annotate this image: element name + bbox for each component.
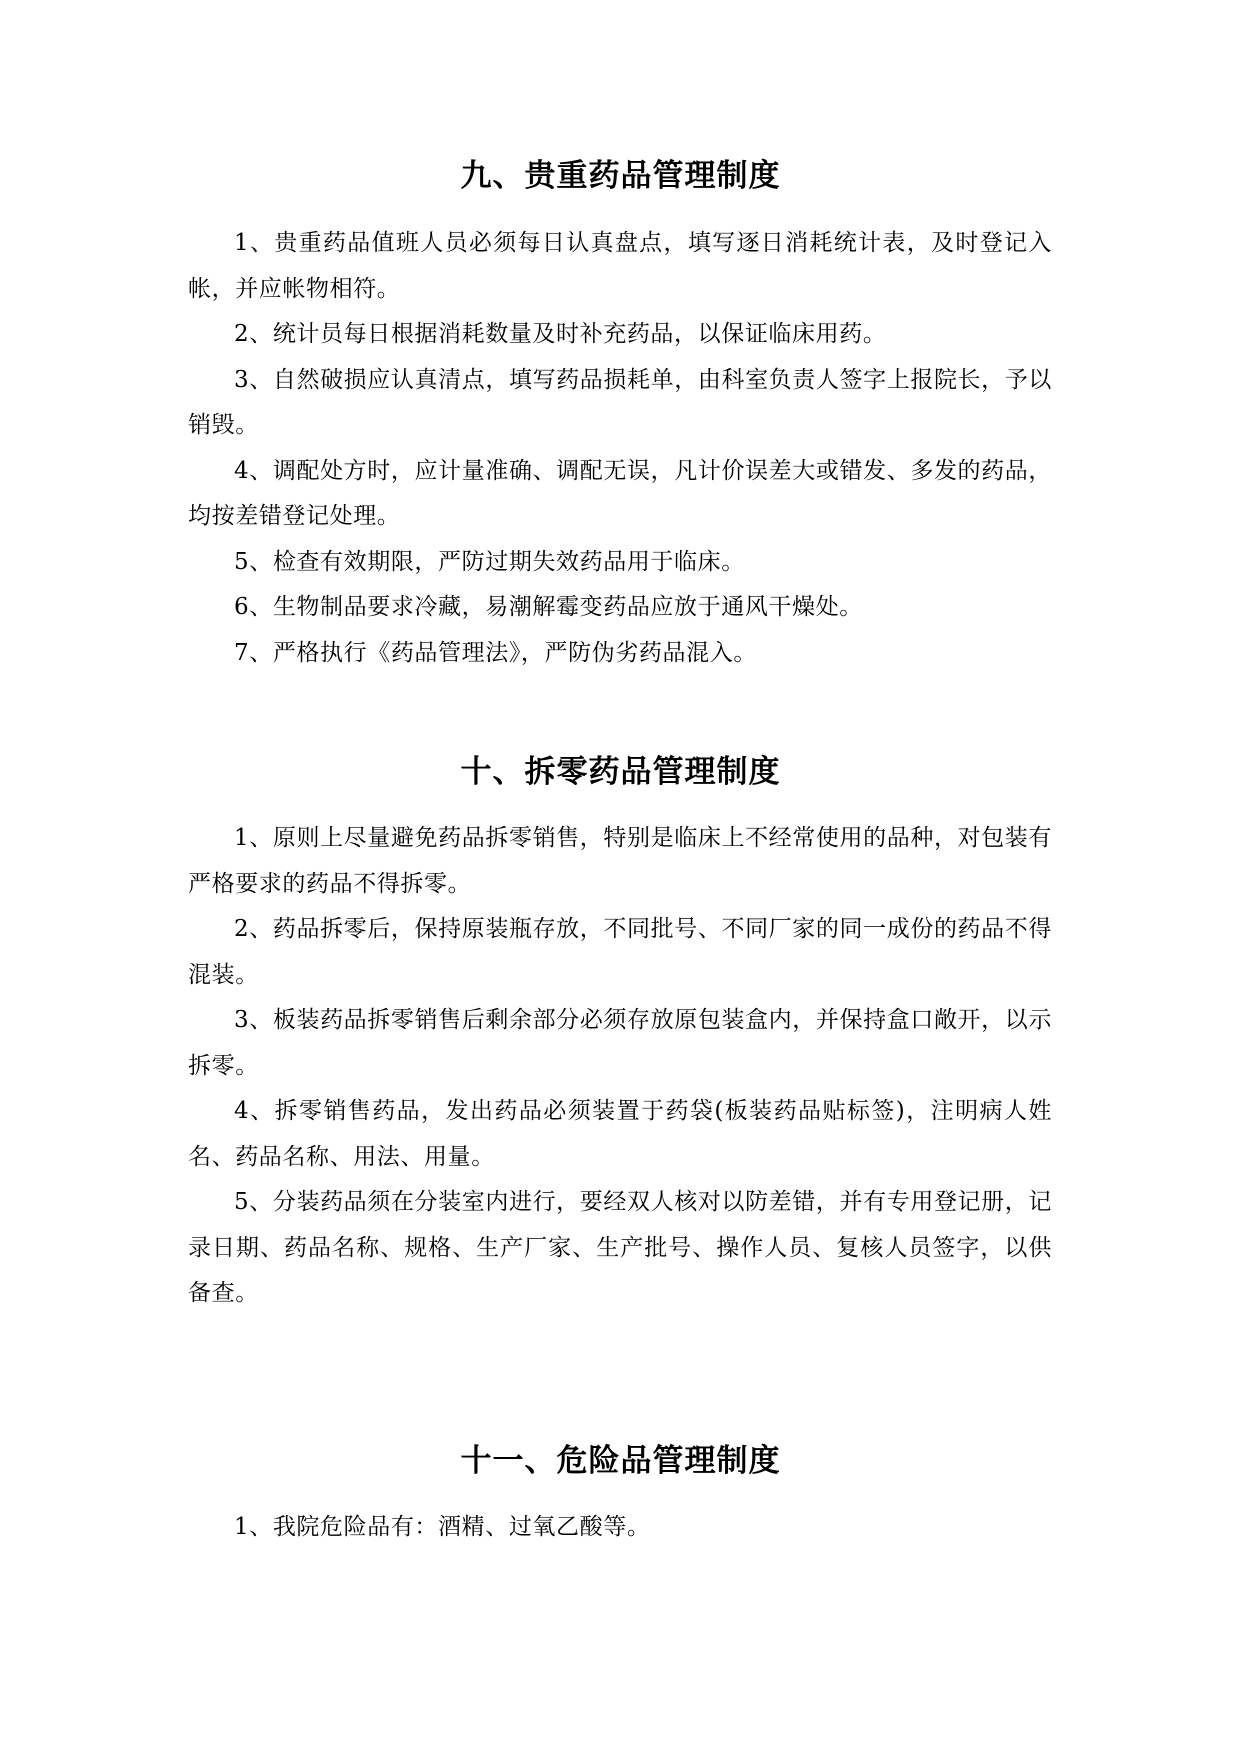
paragraph: 1、原则上尽量避免药品拆零销售，特别是临床上不经常使用的品种，对包装有严格要求的药品不得拆零。 [188, 825, 1052, 897]
paragraph: 4、调配处方时，应计量准确、调配无误，凡计价误差大或错发、多发的药品，均按差错登记处理。 [188, 457, 1052, 529]
paragraph: 2、药品拆零后，保持原装瓶存放，不同批号、不同厂家的同一成份的药品不得混装。 [188, 916, 1052, 988]
section-title-hazardous-goods: 十一、危险品管理制度 [460, 1443, 781, 1479]
section-body-hazardous-goods [188, 1505, 1052, 1551]
paragraph: 6、生物制品要求冷藏，易潮解霉变药品应放于通风干燥处。 [234, 594, 863, 620]
paragraph: 5、分装药品须在分装室内进行，要经双人核对以防差错，并有专用登记册，记录日期、药品名称、规格、生产厂家、生产批号、操作人员、复核人员签字，以供备查。 [188, 1189, 1052, 1306]
paragraph: 7、严格执行《药品管理法》，严防伪劣药品混入。 [234, 639, 757, 666]
paragraph: 4、拆零销售药品，发出药品必须装置于药袋(板装药品贴标签)，注明病人姓名、药品名称、用法、用量。 [188, 1098, 1052, 1170]
paragraph: 3、自然破损应认真清点，填写药品损耗单，由科室负责人签字上报院长，予以销毁。 [188, 366, 1052, 438]
paragraph: 1、贵重药品值班人员必须每日认真盘点，填写逐日消耗统计表，及时登记入帐，并应帐物相符。 [188, 230, 1052, 302]
paragraph: 2、统计员每日根据消耗数量及时补充药品，以保证临床用药。 [234, 321, 887, 347]
paragraph: 1、我院危险品有：酒精、过氧乙酸等。 [234, 1514, 651, 1540]
section-title-split-drugs: 十、拆零药品管理制度 [460, 754, 781, 790]
paragraph: 3、板装药品拆零销售后剩余部分必须存放原包装盒内，并保持盒口敞开，以示拆零。 [188, 1007, 1052, 1079]
paragraph: 5、检查有效期限，严防过期失效药品用于临床。 [234, 548, 745, 575]
section-title-precious-drugs: 九、贵重药品管理制度 [460, 158, 781, 194]
section-body-precious-drugs [188, 221, 1052, 676]
section-body-split-drugs [188, 816, 1052, 1317]
